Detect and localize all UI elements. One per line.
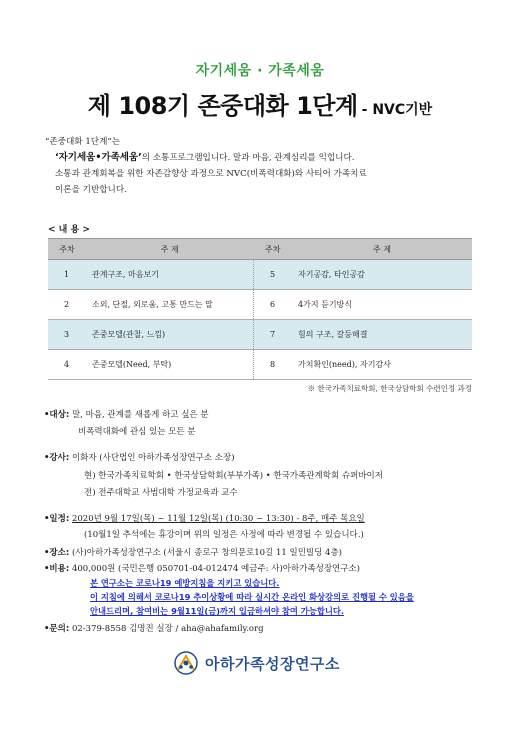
- target-line-1: [44, 408, 209, 420]
- accreditation-note: ※ 한국가족치료학회, 한국상담학회 수련인정 과정: [307, 384, 472, 393]
- organization-logo: [173, 651, 340, 675]
- contact-line: [44, 622, 264, 634]
- family-emblem-icon: [173, 651, 199, 675]
- lecturer-name: 이화자 (사단법인 아하가족성장연구소 소장): [71, 453, 235, 463]
- week-cell: 6: [254, 290, 293, 320]
- title-main: 제 108기 존중대화 1단계: [87, 92, 358, 120]
- intro-line-4: 이론을 기반합니다.: [55, 185, 127, 195]
- week-cell: 7: [254, 320, 293, 350]
- intro-line-3: 소통과 관계회복을 위한 자존감향상 과정으로 NVC(비폭력대화)와 사티어 가족치료: [55, 169, 367, 179]
- schedule-table: [48, 238, 472, 380]
- col-week-1: 주차: [48, 239, 86, 260]
- schedule-value: 2020년 9월 17일(목) ~ 11월 12일(목) (10:30 ~ 13:30) - 8주, 매주 목요일: [71, 514, 365, 524]
- fee-value: 400,000원 (국민은행 050701-04-012474 예금주: 사)아하가족성장연구소): [71, 564, 360, 574]
- table-header-row: [48, 239, 472, 260]
- lecturer-former: 전) 전주대학교 사범대학 가정교육과 교수: [84, 488, 238, 498]
- topic-cell: 힘의 구조, 갈등해결: [292, 320, 472, 350]
- table-row: [48, 290, 472, 320]
- intro-brand: ‘자기세움•가족세움’: [55, 152, 142, 163]
- contact-value: 02-379-8558 김명진 실장 / aha@ahafamily.org: [71, 624, 264, 634]
- topic-cell: 4가지 듣기방식: [292, 290, 472, 320]
- intro-paragraph: [45, 134, 485, 198]
- schedule-key: •일정:: [44, 514, 70, 524]
- target-value-1: 말, 마음, 관계를 새롭게 하고 싶은 분: [71, 410, 209, 420]
- lecturer-key: •강사:: [44, 453, 70, 463]
- col-week-2: 주차: [254, 239, 293, 260]
- place-key: •장소:: [44, 548, 70, 558]
- fee-key: •비용:: [44, 564, 70, 574]
- col-topic-2: 주 제: [292, 239, 472, 260]
- lecturer-line-1: [44, 451, 235, 463]
- target-value-2: 비폭력대화에 관심 있는 모든 분: [78, 427, 196, 437]
- organization-name: 아하가족성장연구소: [205, 654, 340, 673]
- table-row: [48, 320, 472, 350]
- covid-notice-2: 이 지침에 의해서 코로나19 추이상황에 따라 실시간 온라인 화상강의로 진행될 수 있음을: [90, 592, 414, 602]
- week-cell: 1: [48, 260, 86, 290]
- table-row: [48, 350, 472, 380]
- week-cell: 8: [254, 350, 293, 380]
- title-tail: - NVC기반: [361, 102, 433, 118]
- place-line: [44, 546, 342, 558]
- topic-cell: 존중모델(관찰, 느낌): [86, 320, 254, 350]
- week-cell: 2: [48, 290, 86, 320]
- intro-line-1: “존중대화 1단계”는: [45, 137, 121, 147]
- fee-line: [44, 562, 360, 574]
- covid-notice-1: 본 연구소는 코로나19 예방지침을 지키고 있습니다.: [90, 578, 280, 588]
- schedule-notice: (10월1일 추석에는 휴강이며 위의 일정은 사정에 따라 변경될 수 있습니다.): [84, 530, 364, 540]
- contents-heading: < 내 용 >: [48, 225, 90, 235]
- week-cell: 4: [48, 350, 86, 380]
- table-row: [48, 260, 472, 290]
- topic-cell: 소외, 단절, 외로움, 고통 만드는 말: [86, 290, 254, 320]
- covid-notice-3: 안내드리며, 참여비는 9월11일(금)까지 입금하셔야 참여 가능합니다.: [90, 606, 345, 616]
- program-subtitle: 자기세움 · 가족세움: [195, 63, 325, 79]
- topic-cell: 관계구조, 마음보기: [86, 260, 254, 290]
- topic-cell: 가치확인(need), 자기감사: [292, 350, 472, 380]
- schedule-line-1: [44, 512, 365, 524]
- lecturer-current: 현) 한국가족치료학회 • 한국상담학회(부부가족) • 한국가족관계학회 슈퍼바이저: [84, 471, 383, 481]
- intro-line-2-rest: 의 소통프로그램입니다. 말과 마음, 관계심리를 익힙니다.: [141, 153, 355, 163]
- place-value: (사)아하가족성장연구소 (서울시 종로구 창의문로10길 11 일민빌딩 4층): [71, 548, 342, 558]
- week-cell: 5: [254, 260, 293, 290]
- page-title: [0, 86, 520, 121]
- topic-cell: 자기공감, 타인공감: [292, 260, 472, 290]
- col-topic-1: 주 제: [86, 239, 254, 260]
- target-key: •대상:: [44, 410, 70, 420]
- topic-cell: 존중모델(Need, 부탁): [86, 350, 254, 380]
- week-cell: 3: [48, 320, 86, 350]
- intro-line-2: [45, 150, 485, 166]
- contact-key: •문의:: [44, 624, 70, 634]
